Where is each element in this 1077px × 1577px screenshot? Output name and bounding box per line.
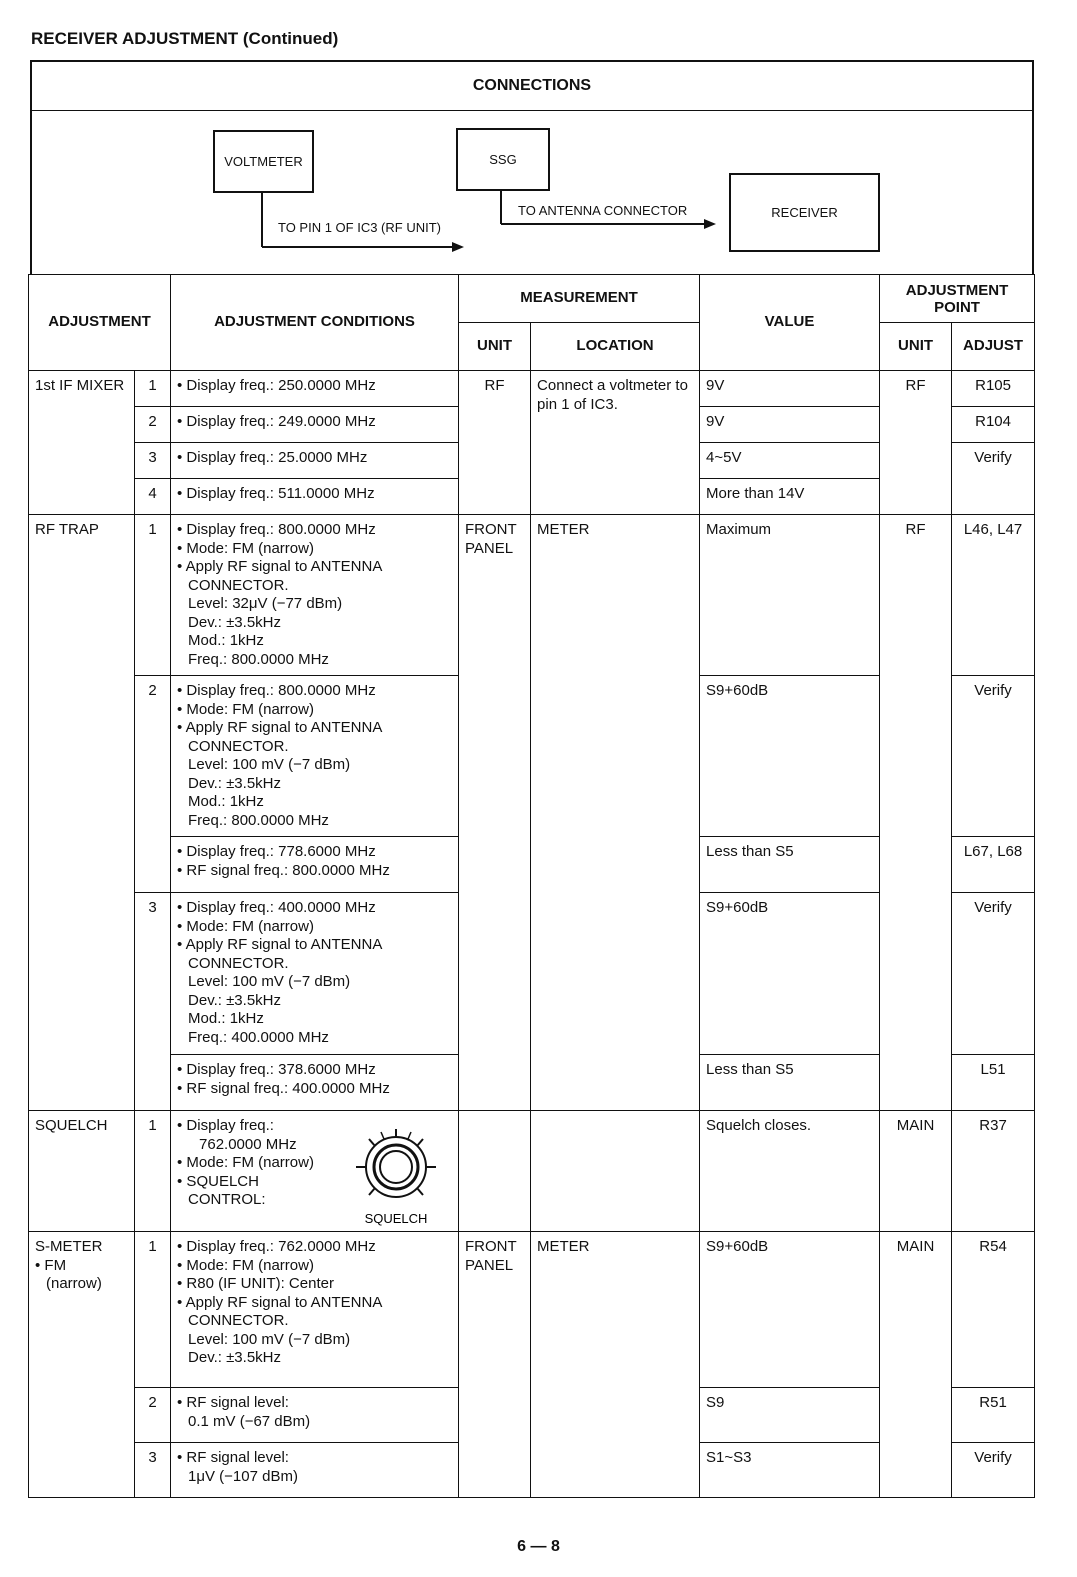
value-cell: Less than S5 xyxy=(700,1055,880,1111)
condition-cell: • Display freq.: 800.0000 MHz • Mode: FM (narrow) • Apply RF signal to ANTENNA CONNECTOR. Level: 100 mV (−7 dBm) Dev.: ±3.5kHz Mod.: 1kHz Freq.: 800.0000 MHz xyxy=(171,676,459,837)
voltmeter-box: VOLTMETER xyxy=(213,130,314,193)
adj-unit: MAIN xyxy=(880,1232,952,1498)
step-number: 2 xyxy=(135,1388,171,1443)
adjust-cell: Verify xyxy=(952,893,1035,1055)
adj-unit: RF xyxy=(880,515,952,1111)
header-value: VALUE xyxy=(700,275,880,371)
step-number: 1 xyxy=(135,515,171,676)
step-number: 1 xyxy=(135,1111,171,1232)
adjust-cell: Verify xyxy=(952,443,1035,479)
header-adj-unit: UNIT xyxy=(880,323,952,371)
adjust-cell: R51 xyxy=(952,1388,1035,1443)
condition-cell: • Display freq.: 800.0000 MHz • Mode: FM (narrow) • Apply RF signal to ANTENNA CONNECTOR. Level: 32μV (−77 dBm) Dev.: ±3.5kHz Mod.: 1kHz Freq.: 800.0000 MHz xyxy=(171,515,459,676)
connections-heading: CONNECTIONS xyxy=(32,62,1032,111)
adjust-cell: R54 xyxy=(952,1232,1035,1388)
condition-cell: • Display freq.: 249.0000 MHz xyxy=(171,407,459,443)
value-cell: Squelch closes. xyxy=(700,1111,880,1232)
adjust-cell: L67, L68 xyxy=(952,837,1035,893)
value-cell: S9+60dB xyxy=(700,893,880,1055)
meas-unit: FRONT PANEL xyxy=(459,515,531,1111)
adjust-cell: Verify xyxy=(952,1443,1035,1498)
table-row xyxy=(29,515,1035,676)
adj-unit: RF xyxy=(880,371,952,515)
value-cell: S1~S3 xyxy=(700,1443,880,1498)
condition-cell: • Display freq.: 250.0000 MHz xyxy=(171,371,459,407)
step-number: 3 xyxy=(135,1443,171,1498)
meas-location: METER xyxy=(531,1232,700,1498)
meas-unit-empty xyxy=(459,1111,531,1232)
value-cell: S9+60dB xyxy=(700,676,880,837)
condition-cell: • Display freq.: 762.0000 MHz • Mode: FM (narrow) • R80 (IF UNIT): Center • Apply RF signal to ANTENNA CONNECTOR. Level: 100 mV (−7 dBm) Dev.: ±3.5kHz xyxy=(171,1232,459,1388)
voltmeter-wire-label: TO PIN 1 OF IC3 (RF UNIT) xyxy=(278,220,441,235)
adjust-cell: L51 xyxy=(952,1055,1035,1111)
value-cell: 4~5V xyxy=(700,443,880,479)
step-number: 4 xyxy=(135,479,171,515)
header-location: LOCATION xyxy=(531,323,700,371)
ssg-wire-label: TO ANTENNA CONNECTOR xyxy=(518,203,688,218)
condition-cell: • Display freq.: 778.6000 MHz • RF signal freq.: 800.0000 MHz xyxy=(171,837,459,893)
knob-label: SQUELCH xyxy=(364,1211,428,1226)
adjust-cell xyxy=(952,479,1035,515)
step-number: 2 xyxy=(135,407,171,443)
step-number: 1 xyxy=(135,1232,171,1388)
section-squelch: SQUELCH xyxy=(29,1111,135,1232)
ssg-box: SSG xyxy=(456,128,550,191)
header-adjustment-point: ADJUSTMENT POINT xyxy=(880,275,1035,323)
adjust-cell: Verify xyxy=(952,676,1035,837)
section-rf-trap: RF TRAP xyxy=(29,515,135,1111)
condition-cell: • Display freq.: 25.0000 MHz xyxy=(171,443,459,479)
table-row xyxy=(29,1232,1035,1388)
page-title: RECEIVER ADJUSTMENT (Continued) xyxy=(31,29,339,48)
header-adjust: ADJUST xyxy=(952,323,1035,371)
step-number: 1 xyxy=(135,371,171,407)
value-cell: S9+60dB xyxy=(700,1232,880,1388)
value-cell: Maximum xyxy=(700,515,880,676)
header-measurement: MEASUREMENT xyxy=(459,275,700,323)
meas-unit: RF xyxy=(459,371,531,515)
table-row xyxy=(29,371,1035,407)
meas-location: Connect a voltmeter to pin 1 of IC3. xyxy=(531,371,700,515)
adj-unit: MAIN xyxy=(880,1111,952,1232)
adjustment-table xyxy=(28,274,1035,1498)
section-if-mixer: 1st IF MIXER xyxy=(29,371,135,515)
condition-cell: • Display freq.: 762.0000 MHz • Mode: FM (narrow) • SQUELCH CONTROL: SQUELCH xyxy=(171,1111,459,1232)
value-cell: S9 xyxy=(700,1388,880,1443)
page-number: 6 — 8 xyxy=(517,1538,560,1555)
value-cell: 9V xyxy=(700,371,880,407)
value-cell: More than 14V xyxy=(700,479,880,515)
value-cell: 9V xyxy=(700,407,880,443)
meas-location: METER xyxy=(531,515,700,1111)
adjust-cell: R37 xyxy=(952,1111,1035,1232)
adjust-cell: R105 xyxy=(952,371,1035,407)
receiver-box: RECEIVER xyxy=(729,173,880,252)
table-row xyxy=(29,1111,1035,1232)
meas-unit: FRONT PANEL xyxy=(459,1232,531,1498)
step-number: 3 xyxy=(135,443,171,479)
header-adjustment: ADJUSTMENT xyxy=(29,275,171,371)
adjust-cell: R104 xyxy=(952,407,1035,443)
condition-cell: • RF signal level: 1μV (−107 dBm) xyxy=(171,1443,459,1498)
header-conditions: ADJUSTMENT CONDITIONS xyxy=(171,275,459,371)
section-smeter: S-METER • FM (narrow) xyxy=(29,1232,135,1498)
voltmeter-arrow-icon xyxy=(452,242,464,252)
condition-cell: • Display freq.: 378.6000 MHz • RF signal freq.: 400.0000 MHz xyxy=(171,1055,459,1111)
condition-cell: • RF signal level: 0.1 mV (−67 dBm) xyxy=(171,1388,459,1443)
meas-location-empty xyxy=(531,1111,700,1232)
step-number: 2 xyxy=(135,676,171,893)
step-number: 3 xyxy=(135,893,171,1111)
connections-panel xyxy=(30,60,1034,274)
adjust-cell: L46, L47 xyxy=(952,515,1035,676)
condition-cell: • Display freq.: 400.0000 MHz • Mode: FM (narrow) • Apply RF signal to ANTENNA CONNECTOR. Level: 100 mV (−7 dBm) Dev.: ±3.5kHz Mod.: 1kHz Freq.: 400.0000 MHz xyxy=(171,893,459,1055)
ssg-arrow-icon xyxy=(704,219,716,229)
condition-cell: • Display freq.: 511.0000 MHz xyxy=(171,479,459,515)
squelch-knob-icon xyxy=(348,1121,444,1227)
header-unit: UNIT xyxy=(459,323,531,371)
value-cell: Less than S5 xyxy=(700,837,880,893)
